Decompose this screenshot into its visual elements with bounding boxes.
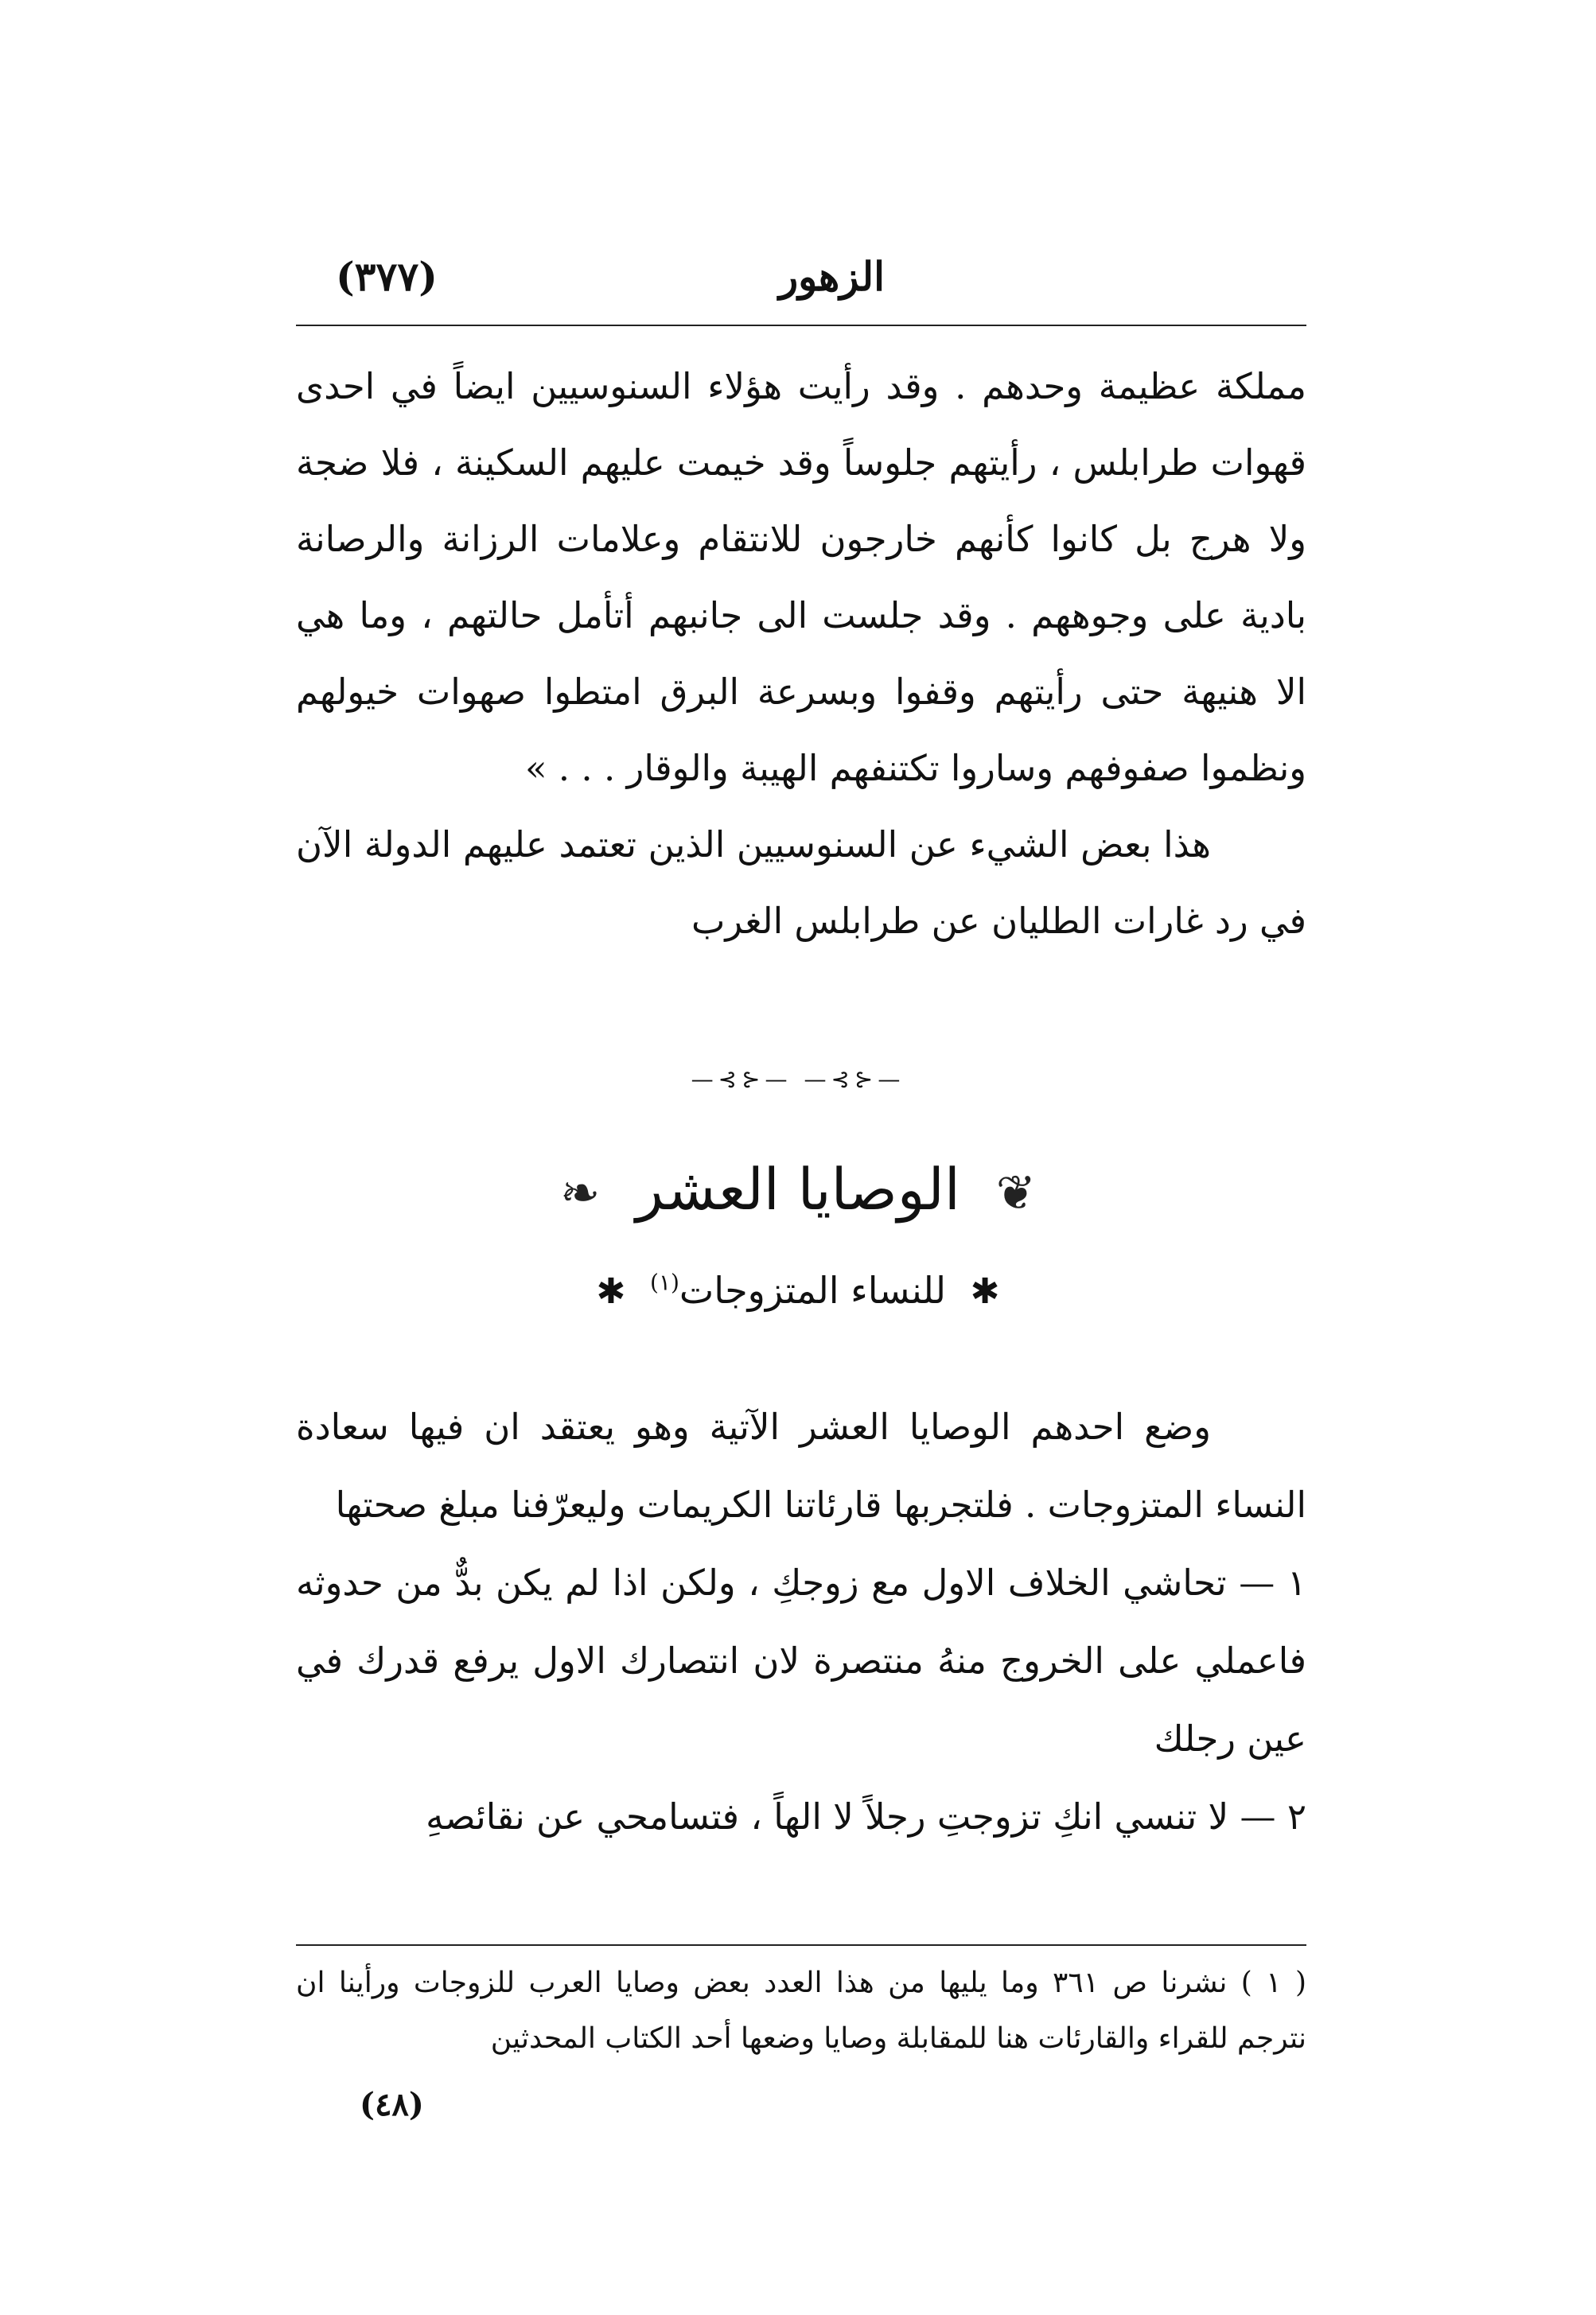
star-ornament-icon: ✱ xyxy=(970,1271,1000,1312)
header-rule xyxy=(296,325,1306,326)
section-intro: وضع احدهم الوصايا العشر الآتية وهو يعتقد ان فيها سعادة النساء المتزوجات . فلتجربها قارئاتنا الكريمات وليعرّفنا مبلغ صحتها xyxy=(296,1406,1306,1526)
flourish-ornament-icon: ❧ xyxy=(559,1165,601,1221)
section-subtitle-line xyxy=(0,1269,1596,1312)
ornament-separator: —⊰⊱— —⊰⊱— xyxy=(691,1066,905,1092)
body-paragraph: مملكة عظيمة وحدهم . وقد رأيت هؤلاء السنوسيين ايضاً في احدى قهوات طرابلس ، رأيتهم جلوساً وقد خيمت عليهم السكينة ، فلا ضجة ولا هرج بل كانوا كأنهم خارجون للانتقام وعلامات الرزانة والرصانة بادية على وجوههم . وقد جلست الى جانبهم أتأمل حالتهم ، وما هي الا هنيهة حتى رأيتهم وقفوا وبسرعة البرق امتطوا صهوات خيولهم ونظموا صفوفهم وساروا تكتنفهم الهيبة والوقار . . . » xyxy=(296,365,1306,789)
flourish-ornament-icon: ❦ xyxy=(995,1165,1037,1221)
footnote-reference: (١) xyxy=(650,1269,679,1296)
running-title: الزهور xyxy=(778,253,885,300)
section-heading xyxy=(0,1146,1596,1237)
body-paragraph: هذا بعض الشيء عن السنوسيين الذين تعتمد عليهم الدولة الآن في رد غارات الطليان عن طرابلس الغرب xyxy=(296,823,1306,942)
commandment-item: ٢ — لا تنسي انكِ تزوجتِ رجلاً لا الهاً ، فتسامحي عن نقائصهِ xyxy=(426,1796,1306,1838)
page-header xyxy=(296,253,1306,309)
section-subtitle: للنساء المتزوجات xyxy=(679,1269,946,1312)
commandment-item: ١ — تحاشي الخلاف الاول مع زوجكِ ، ولكن اذا لم يكن بدٌّ من حدوثه فاعملي على الخروج منهُ منتصرة لان انتصارك الاول يرفع قدرك في عين رجلك xyxy=(296,1562,1306,1760)
footnote-rule xyxy=(296,1944,1306,1946)
star-ornament-icon: ✱ xyxy=(596,1271,626,1312)
section-title: الوصايا العشر xyxy=(636,1156,960,1223)
signature-mark: (٤٨) xyxy=(360,2086,424,2123)
footnote: ( ١ ) نشرنا ص ٣٦١ وما يليها من هذا العدد بعض وصايا العرب للزوجات ورأينا ان نترجم للقراء والقارئات هنا للمقابلة وصايا وضعها أحد الكتاب المحدثين xyxy=(296,1967,1307,2055)
page-number: (٣٧٧) xyxy=(336,253,438,300)
body-text xyxy=(296,348,1306,959)
section-text xyxy=(296,1388,1306,1856)
